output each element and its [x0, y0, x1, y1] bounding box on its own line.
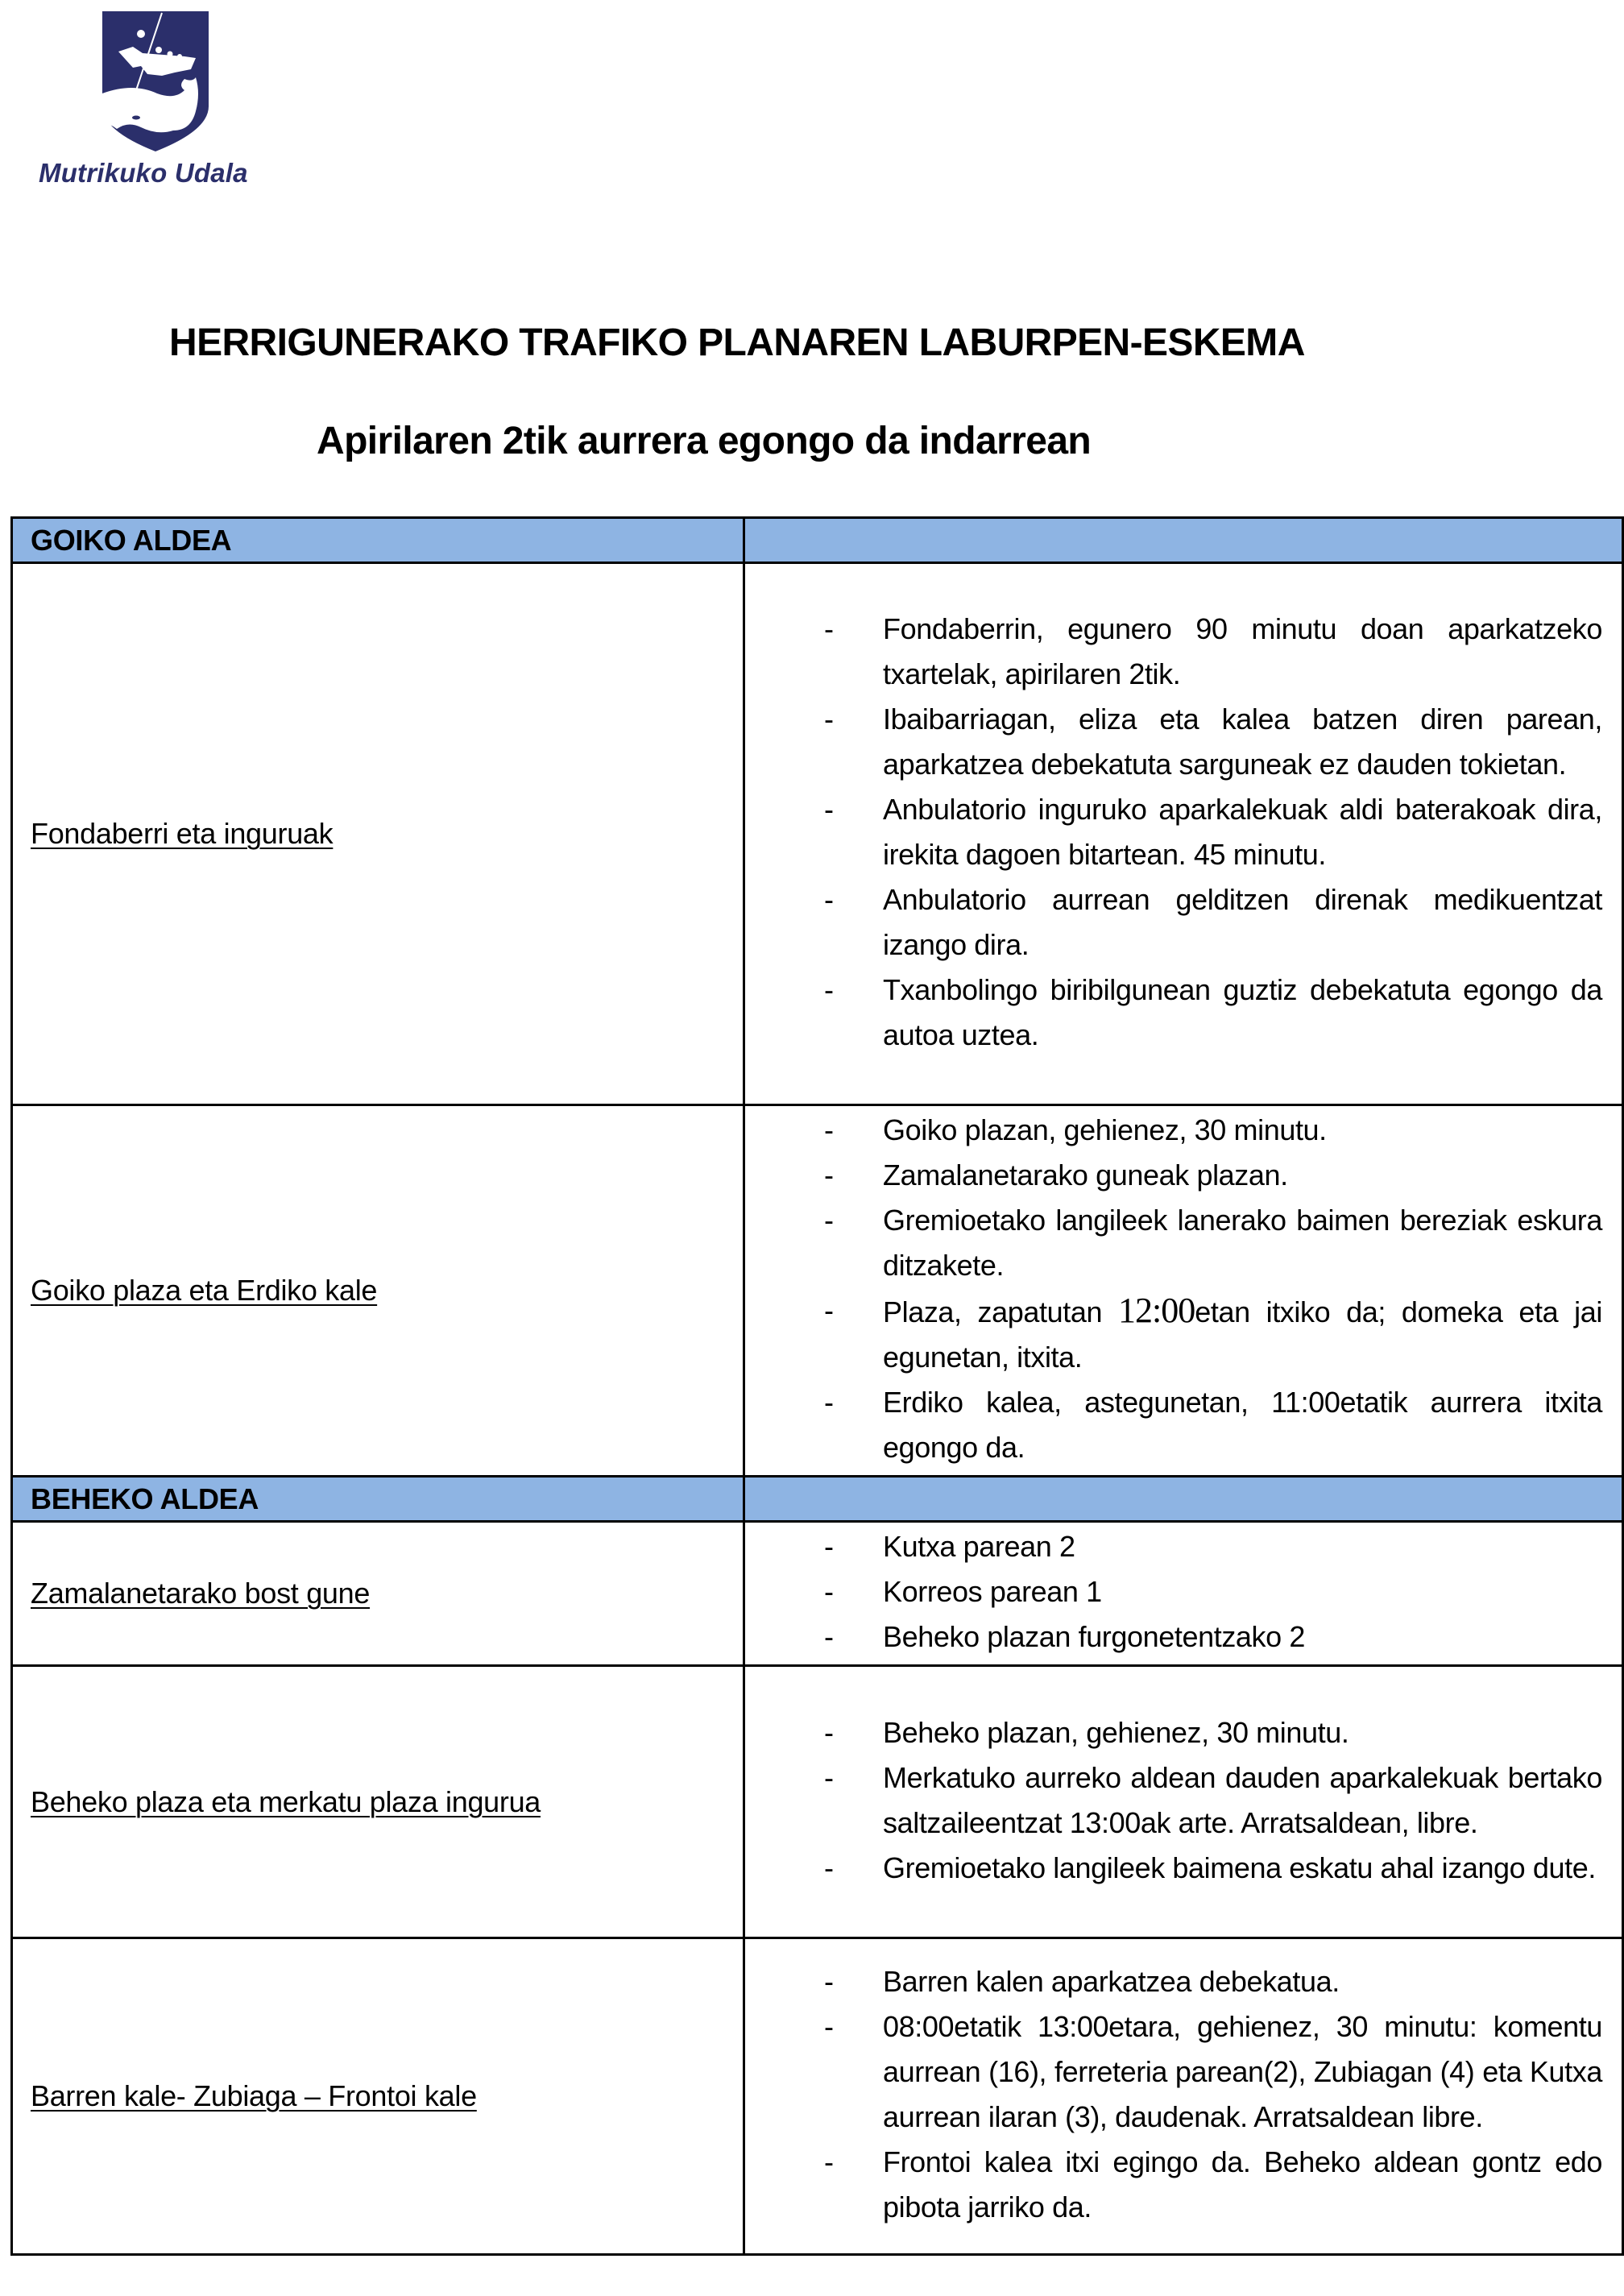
rule-list [745, 1106, 1622, 1475]
table-row [12, 1522, 1623, 1666]
section-label: BEHEKO ALDEA [31, 1482, 259, 1515]
rule-item: - Kutxa parean 2 [824, 1530, 1075, 1563]
closing-time: 12:00 [1118, 1291, 1195, 1330]
table-row [12, 1105, 1623, 1477]
area-label: Goiko plaza eta Erdiko kale [31, 1274, 378, 1307]
table-row [12, 1666, 1623, 1938]
rule-item: - Fondaberrin, egunero 90 minutu doan aparkatzeko txartelak, apirilaren 2tik. [824, 612, 1602, 690]
rule-list [745, 1709, 1622, 1896]
logo-text: Mutrikuko Udala [39, 158, 248, 188]
rule-item: - Txanbolingo biribilgunean guztiz debekatuta egongo da autoa uztea. [824, 973, 1602, 1051]
section-label: GOIKO ALDEA [31, 523, 232, 557]
rule-item: - 08:00etatik 13:00etara, gehienez, 30 minutu: komentu aurrean (16), ferreteria parean(2), Zubiagan (4) eta Kutxa aurrean ilaran (3), daudenak. Arratsaldean libre. [824, 2010, 1602, 2133]
area-label: Beheko plaza eta merkatu plaza ingurua [31, 1784, 541, 1818]
municipality-logo [32, 6, 274, 188]
rule-item: - Goiko plazan, gehienez, 30 minutu. [824, 1113, 1327, 1146]
rule-list [745, 605, 1622, 1063]
rule-item: - Gremioetako langileek baimena eskatu ahal izango dute. [824, 1850, 1596, 1884]
section-header-goiko [12, 518, 1623, 563]
rule-item: - Anbulatorio inguruko aparkalekuak aldi baterakoak dira, irekita dagoen bitartean. 45 minutu. [824, 793, 1602, 871]
coat-of-arms-icon [101, 10, 210, 153]
table-row [12, 1938, 1623, 2255]
rule-item: - Erdiko kalea, astegunetan, 11:00etatik aurrera itxita egongo da. [824, 1386, 1602, 1464]
rule-item: - Beheko plazan furgonetentzako 2 [824, 1620, 1305, 1653]
rule-item: - Barren kalen aparkatzea debekatua. [824, 1965, 1340, 1998]
rule-item: - Plaza, zapatutan 12:00etan itxiko da; domeka eta jai egunetan, itxita. [824, 1291, 1602, 1374]
area-label: Zamalanetarako bost gune [31, 1577, 371, 1610]
table-row [12, 563, 1623, 1105]
rule-item: - Zamalanetarako guneak plazan. [824, 1158, 1288, 1192]
rule-item: - Merkatuko aurreko aldean dauden aparkalekuak bertako saltzaileentzat 13:00ak arte. Arratsaldean, libre. [824, 1760, 1602, 1839]
rule-item: - Beheko plazan, gehienez, 30 minutu. [824, 1715, 1349, 1749]
rule-item: - Ibaibarriagan, eliza eta kalea batzen diren parean, aparkatzea debekatuta sarguneak ez dauden tokietan. [824, 702, 1602, 781]
rule-item: - Gremioetako langileek lanerako baimen bereziak eskura ditzakete. [824, 1204, 1602, 1282]
area-label: Fondaberri eta inguruak [31, 817, 334, 850]
traffic-plan-table [10, 516, 1624, 2256]
rule-list [745, 1958, 1622, 2235]
rule-item: - Frontoi kalea itxi egingo da. Beheko aldean gontz edo pibota jarriko da. [824, 2145, 1602, 2223]
document-title: HERRIGUNERAKO TRAFIKO PLANAREN LABURPEN-ESKEMA [169, 321, 1305, 364]
document-subtitle: Apirilaren 2tik aurrera egongo da indarrean [317, 420, 1092, 462]
rule-item: - Anbulatorio aurrean gelditzen direnak medikuentzat izango dira. [824, 883, 1602, 961]
rule-item: - Korreos parean 1 [824, 1575, 1102, 1608]
section-header-beheko [12, 1477, 1623, 1522]
rule-list [745, 1523, 1622, 1664]
area-label: Barren kale- Zubiaga – Frontoi kale [31, 2079, 477, 2112]
